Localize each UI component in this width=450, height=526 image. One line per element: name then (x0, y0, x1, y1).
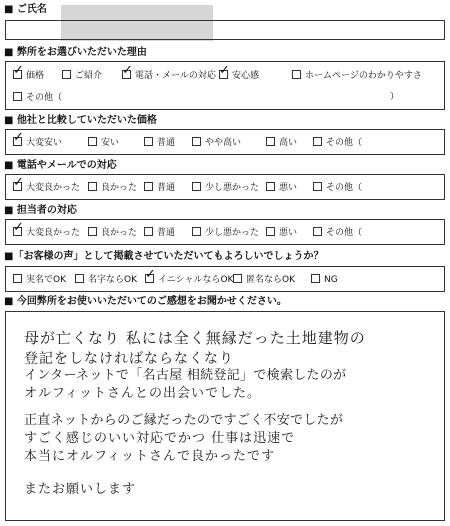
phone-option[interactable]: 悪い (266, 182, 297, 194)
comment-line: 登記をしなければならなくなり (24, 351, 234, 367)
comment-line: オルフィットさんとの出会いでした。 (24, 386, 261, 401)
checkbox-checked[interactable] (13, 182, 22, 191)
phone-section-title: ■ 電話やメールでの対応 (4, 160, 117, 171)
comment-line: 正直ネットからのご縁だったのですごく不安でしたが (24, 413, 344, 428)
price-option[interactable]: やや高い (192, 137, 241, 149)
staff-option[interactable]: 良かった (88, 227, 137, 239)
checkbox[interactable] (13, 274, 22, 283)
price-section-title: ■ 他社と比較していただいた価格 (4, 115, 157, 126)
checkbox[interactable] (311, 274, 320, 283)
comment-line: 母が亡くなり 私には全く無縁だった土地建物の (24, 329, 366, 347)
publish-option[interactable]: 名字ならOK (75, 274, 137, 286)
checkbox-checked[interactable] (13, 70, 22, 79)
reason-option[interactable]: ✓価格 (13, 70, 44, 82)
checkbox[interactable] (88, 182, 97, 191)
checkbox[interactable] (313, 227, 322, 236)
checkbox[interactable] (88, 137, 97, 146)
checkbox[interactable] (144, 182, 153, 191)
reason-option[interactable]: ご紹介 (62, 70, 102, 82)
price-option[interactable]: 普通 (144, 137, 175, 149)
name-section-title: ■ ご氏名 (4, 4, 47, 15)
checkbox[interactable] (62, 70, 71, 79)
phone-option[interactable]: 良かった (88, 182, 137, 194)
phone-option[interactable]: ✓大変良かった (13, 182, 80, 194)
price-option[interactable]: 安い (88, 137, 119, 149)
staff-option[interactable]: 少し悪かった (192, 227, 259, 239)
reason-option[interactable]: ✓ 電話・メールの対応 (122, 70, 216, 82)
reason-other[interactable]: その他（ (13, 92, 62, 104)
staff-option[interactable]: ✓大変良かった (13, 227, 80, 239)
checkbox-checked[interactable] (145, 274, 154, 283)
staff-option[interactable]: 普通 (144, 227, 175, 239)
staff-section-title: ■ 担当者の対応 (4, 205, 77, 216)
reason-option[interactable]: ホームページのわかりやすさ (292, 70, 422, 82)
price-option[interactable]: その他（ (313, 137, 362, 149)
publish-section-title: ■「お客様の声」として掲載させていただいてもよろしいでしょうか？ (4, 251, 324, 262)
checkbox[interactable] (292, 70, 301, 79)
checkbox[interactable] (192, 182, 201, 191)
phone-option[interactable]: 少し悪かった (192, 182, 259, 194)
comment-line: 本当にオルフィットさんで良かったです (24, 449, 275, 464)
comment-line: またお願いします (24, 482, 137, 497)
checkbox[interactable] (233, 274, 242, 283)
checkbox[interactable] (192, 227, 201, 236)
staff-option[interactable]: その他（ (313, 227, 362, 239)
reason-section-title: ■ 弊所をお選びいただいた理由 (4, 47, 147, 58)
staff-option[interactable]: 悪い (266, 227, 297, 239)
publish-option[interactable]: 実名でOK (13, 274, 66, 286)
price-option[interactable]: ✓大変安い (13, 137, 62, 149)
checkbox[interactable] (144, 227, 153, 236)
publish-option[interactable]: ✓ イニシャルならOK (145, 274, 233, 286)
checkbox-checked[interactable] (13, 227, 22, 236)
comment-line: インターネットで「名古屋 相続登記」で検索したのが (24, 368, 347, 383)
checkbox[interactable] (13, 92, 22, 101)
checkbox[interactable] (192, 137, 201, 146)
checkbox[interactable] (266, 137, 275, 146)
phone-option[interactable]: 普通 (144, 182, 175, 194)
name-field[interactable] (5, 20, 445, 40)
price-option[interactable]: 高い (266, 137, 297, 149)
comment-line: すごく感じのいい対応でかつ 仕事は迅速で (24, 431, 296, 446)
checkbox[interactable] (88, 227, 97, 236)
checkbox[interactable] (75, 274, 84, 283)
checkbox-checked[interactable] (122, 70, 131, 79)
reason-option[interactable]: ✓ 安心感 (219, 70, 259, 82)
publish-option[interactable]: NG (311, 274, 338, 286)
checkbox-checked[interactable] (219, 70, 228, 79)
checkbox[interactable] (266, 182, 275, 191)
phone-option[interactable]: その他（ (313, 182, 362, 194)
reason-other-close: ） (390, 92, 400, 102)
checkbox[interactable] (266, 227, 275, 236)
checkbox[interactable] (313, 137, 322, 146)
checkbox-checked[interactable] (13, 137, 22, 146)
checkbox[interactable] (144, 137, 153, 146)
publish-option[interactable]: 匿名ならOK (233, 274, 295, 286)
checkbox[interactable] (313, 182, 322, 191)
comments-section-title: ■ 今回弊所をお使いいただいてのご感想をお聞かせください。 (4, 296, 287, 307)
